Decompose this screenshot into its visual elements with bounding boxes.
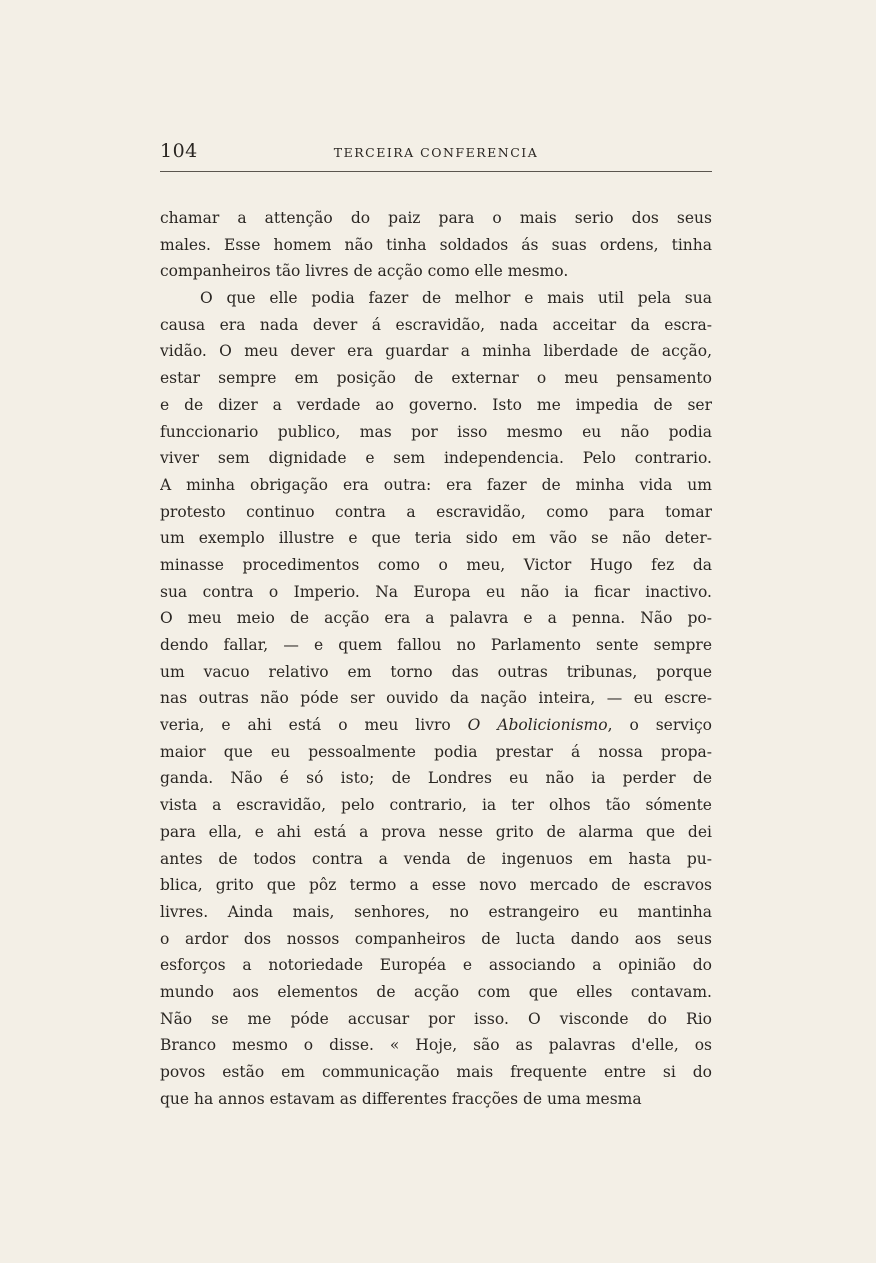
text-line: blica, grito que pôz termo a esse novo mercado de escravos [160, 876, 712, 895]
page-number: 104 [160, 140, 198, 162]
text-line: estar sempre em posição de externar o meu pensamento [160, 369, 712, 388]
text-line: vista a escravidão, pelo contrario, ia ter olhos tão sómente [160, 796, 712, 815]
header-rule [160, 171, 712, 172]
book-title: O Abolicionismo [467, 716, 608, 735]
paragraph [160, 205, 712, 285]
text-line: o ardor dos nossos companheiros de lucta dando aos seus [160, 929, 712, 948]
text-line: maior que eu pessoalmente podia prestar á nossa propa- [160, 742, 712, 761]
text-line: livres. Ainda mais, senhores, no estrangeiro eu mantinha [160, 902, 712, 921]
text-line: povos estão em communicação mais frequente entre si do [160, 1063, 712, 1081]
text-line: Branco mesmo o disse. « Hoje, são as palavras d'elle, os [160, 1036, 712, 1055]
text-line: nas outras não póde ser ouvido da nação inteira, — eu escre- [160, 689, 712, 708]
text-line: vidão. O meu dever era guardar a minha liberdade de acção, [160, 342, 712, 361]
text-line: antes de todos contra a venda de ingenuos em hasta pu- [160, 849, 712, 868]
text-line: causa era nada dever á escravidão, nada acceitar da escra- [160, 315, 712, 334]
text-line: minasse procedimentos como o meu, Victor Hugo fez da [160, 555, 712, 574]
text-line: viver sem dignidade e sem independencia. Pelo contrario. [160, 449, 712, 468]
text-line: para ella, e ahi está a prova nesse grito de alarma que dei [160, 822, 712, 841]
text-line: que ha annos estavam as differentes fracções de uma mesma [160, 1089, 642, 1108]
text-line: esforços a notoriedade Européa e associando a opinião do [160, 956, 712, 975]
text-line: O que elle podia fazer de melhor e mais util pela sua [200, 289, 712, 308]
text-line: O meu meio de acção era a palavra e a penna. Não po- [160, 609, 712, 628]
text-line: e de dizer a verdade ao governo. Isto me impedia de ser [160, 395, 712, 414]
text-line: chamar a attenção do paiz para o mais serio dos seus [160, 209, 712, 227]
text-line: dendo fallar, — e quem fallou no Parlamento sente sempre [160, 636, 712, 654]
body-text [160, 205, 712, 1112]
text-line: um vacuo relativo em torno das outras tribunas, porque [160, 662, 712, 681]
text-line: mundo aos elementos de acção com que elles contavam. [160, 982, 712, 1001]
text-line: companheiros tão livres de acção como elle mesmo. [160, 262, 569, 281]
text-line: A minha obrigação era outra: era fazer de minha vida um [160, 475, 712, 494]
text-line: males. Esse homem não tinha soldados ás suas ordens, tinha [160, 235, 712, 254]
text-line: Não se me póde accusar por isso. O visconde do Rio [160, 1009, 712, 1028]
text-line: sua contra o Imperio. Na Europa eu não ia ficar inactivo. [160, 582, 712, 601]
text-line: ganda. Não é só isto; de Londres eu não ia perder de [160, 769, 712, 788]
running-head: TERCEIRA CONFERENCIA [333, 145, 539, 160]
page-header [160, 140, 712, 168]
text-line: protesto continuo contra a escravidão, como para tomar [160, 502, 712, 521]
paragraph [160, 285, 712, 1112]
text-line: um exemplo illustre e que teria sido em vão se não deter- [160, 529, 712, 548]
text-line: veria, e ahi está o meu livro O Abolicionismo, o serviço [160, 716, 712, 735]
text-line: funccionario publico, mas por isso mesmo eu não podia [160, 422, 712, 441]
